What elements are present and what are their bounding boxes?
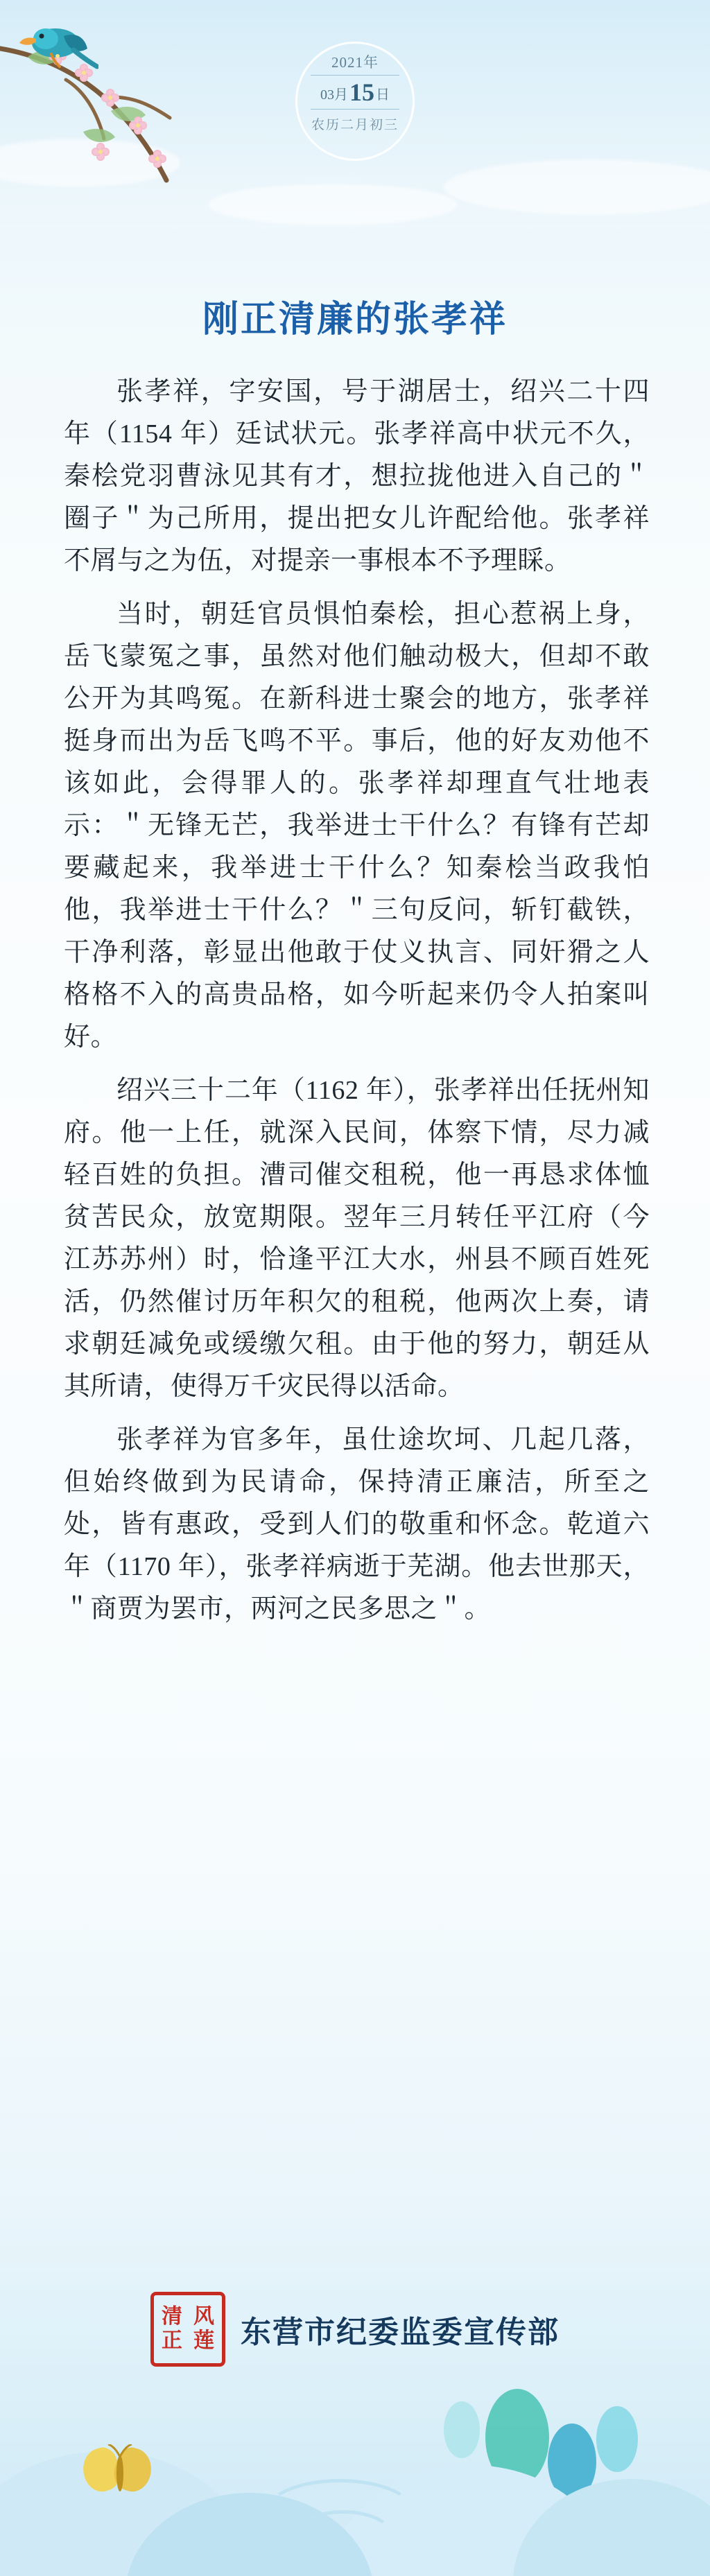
cloud-shape xyxy=(208,184,458,225)
article-paragraph: 绍兴三十二年（1162 年），张孝祥出任抚州知府。他一上任，就深入民间，体察下情，尽力减轻百姓的负担。漕司催交租税，他一再恳求体恤贫苦民众，放宽期限。翌年三月转任平江府（今江苏苏州）时，恰逢平江大水，州县不顾百姓死活，仍然催讨历年积欠的租税，他两次上奏，请求朝廷减免或缓缴欠租。由于他的努力，朝廷从其所请，使得万千灾民得以活命。 xyxy=(64,1076,650,1401)
cloud-shape xyxy=(444,159,710,215)
seal-char: 正 xyxy=(162,2329,182,2352)
page-title: 刚正清廉的张孝祥 xyxy=(202,300,508,340)
decorative-blob xyxy=(596,2406,638,2472)
date-day-unit: 日 xyxy=(376,87,390,103)
butterfly-body-svg xyxy=(83,2444,159,2507)
blossom-flower xyxy=(101,89,119,107)
blossom-flower xyxy=(92,143,110,161)
date-year: 2021年 xyxy=(331,54,379,71)
date-month: 03月 xyxy=(320,87,348,103)
top-decoration-band xyxy=(0,0,710,229)
bird-svg xyxy=(15,11,98,73)
organization-name: 东营市纪委监委宣传部 xyxy=(241,2315,560,2349)
date-text-group xyxy=(266,51,444,133)
bottom-decoration-band xyxy=(0,2216,710,2576)
article-paragraph: 张孝祥，字安国，号于湖居士，绍兴二十四年（1154 年）廷试状元。张孝祥高中状元不久，秦桧党羽曹泳见其有才，想拉拢他进入自己的＂圈子＂为己所用，提出把女儿许配给他。张孝祥不屑与之为伍，对提亲一事根本不予理睬。 xyxy=(64,377,650,575)
article-paragraph: 张孝祥为官多年，虽仕途坎坷、几起几落，但始终做到为民请命，保持清正廉洁，所至之处，皆有惠政，受到人们的敬重和怀念。乾道六年（1170 年），张孝祥病逝于芜湖。他去世那天，＂商贾为罢市，两河之民多思之＂。 xyxy=(64,1425,650,1624)
date-badge xyxy=(266,42,444,171)
blossom-flower xyxy=(129,116,147,134)
decorative-blob xyxy=(444,2401,480,2458)
butterfly-icon xyxy=(83,2444,159,2507)
date-month-day xyxy=(311,75,399,110)
date-lunar: 农历二月初三 xyxy=(311,118,399,132)
seal-char: 清 xyxy=(162,2305,182,2329)
seal-char: 风 xyxy=(193,2305,214,2329)
date-day: 15 xyxy=(349,78,374,106)
wave-line xyxy=(291,2510,395,2566)
kingfisher-bird-icon xyxy=(15,11,92,67)
blossom-flower xyxy=(148,150,166,168)
seal-char: 莲 xyxy=(193,2329,214,2352)
article-paragraph: 当时，朝廷官员惧怕秦桧，担心惹祸上身，岳飞蒙冤之事，虽然对他们触动极大，但却不敢公开为其鸣冤。在新科进士聚会的地方，张孝祥挺身而出为岳飞鸣不平。事后，他的好友劝他不该如此，会得罪人的。张孝祥却理直气壮地表示：＂无锋无芒，我举进士干什么？有锋有芒却要藏起来，我举进士干什么？知秦桧当政我怕他，我举进士干什么？＂三句反问，斩钉截铁，干净利落，彰显出他敢于仗义执言、同奸猾之人格格不入的高贵品格，如今听起来仍令人拍案叫好。 xyxy=(64,600,650,1052)
article-body xyxy=(64,371,650,1642)
